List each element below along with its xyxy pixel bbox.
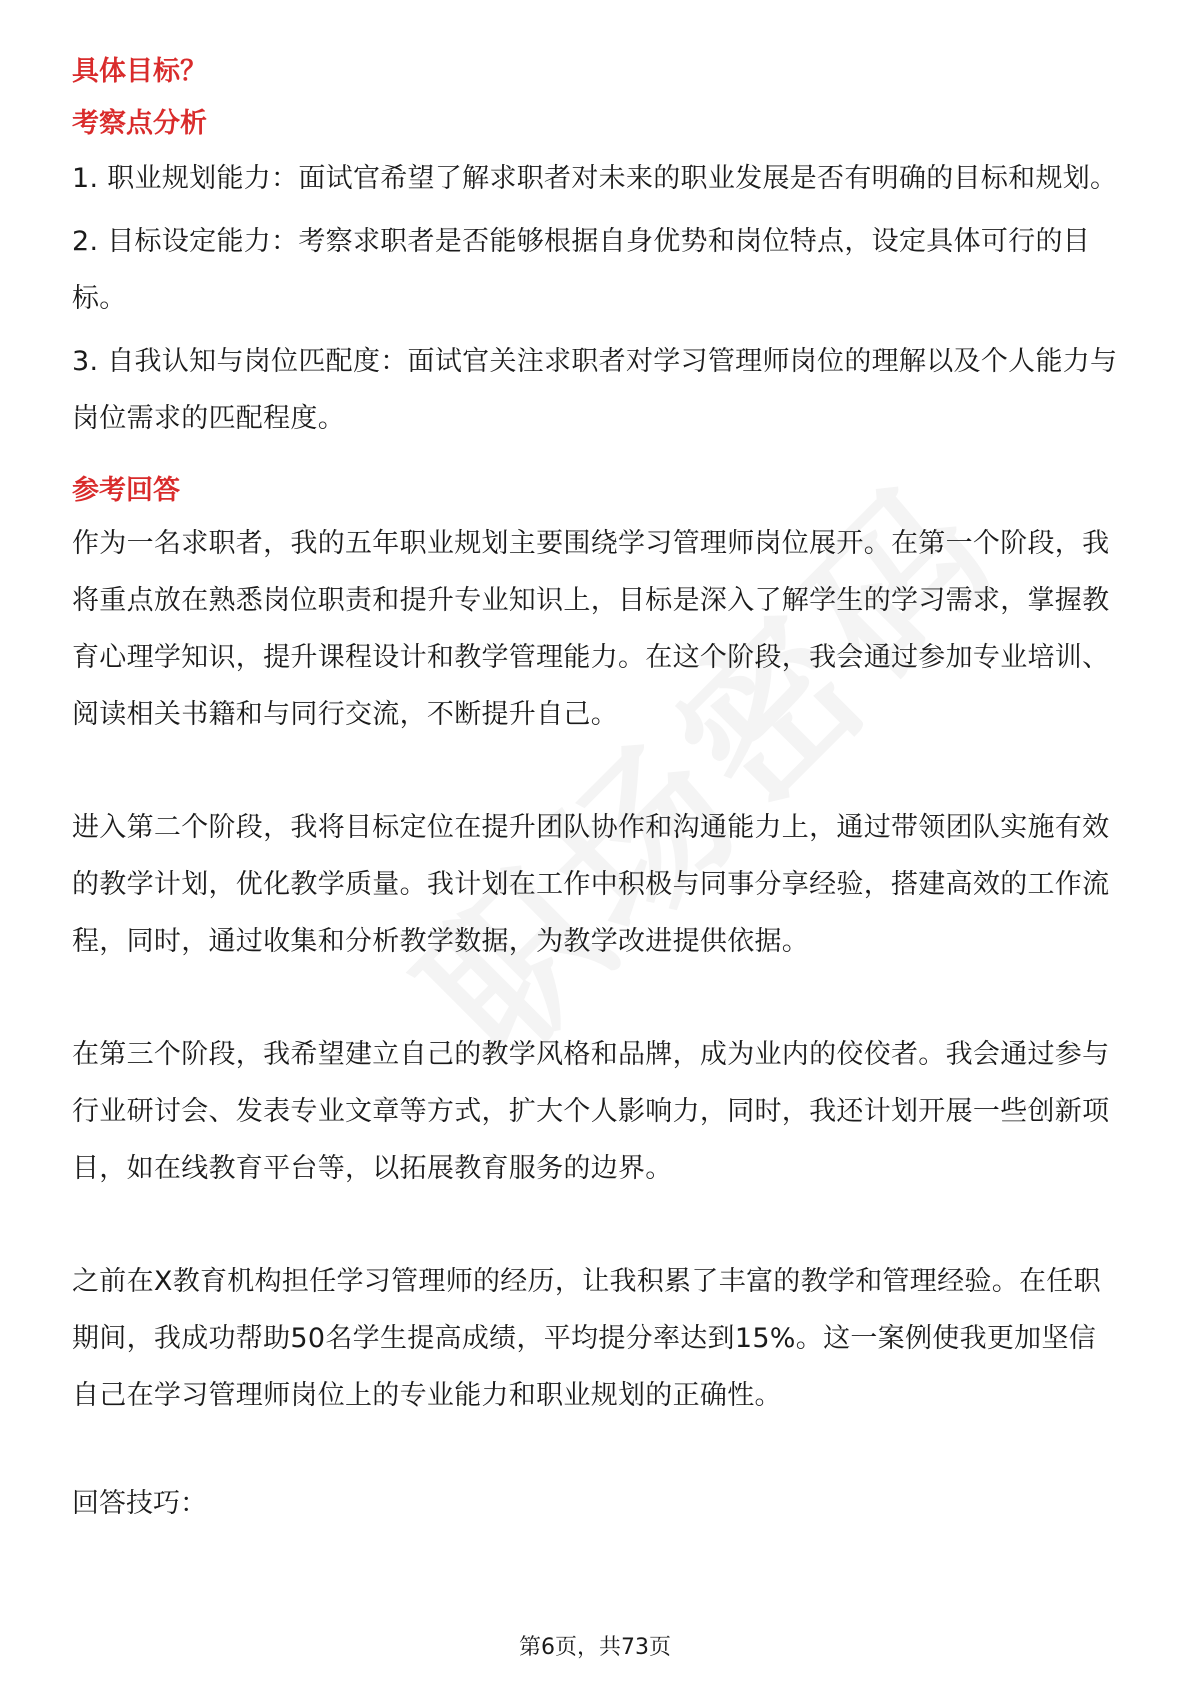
analysis-heading: 考察点分析 xyxy=(72,108,207,139)
answer-paragraph-1: 作为一名求职者，我的五年职业规划主要围绕学习管理师岗位展开。在第一个阶段，我将重点放在熟悉岗位职责和提升专业知识上，目标是深入了解学生的学习需求，掌握教育心理学知识，提升课程设计和教学管理能力。在这个阶段，我会通过参加专业培训、阅读相关书籍和与同行交流，不断提升自己。 xyxy=(72,528,1110,730)
tips-label: 回答技巧： xyxy=(72,1488,207,1519)
analysis-point-2: 2. 目标设定能力：考察求职者是否能够根据自身优势和岗位特点，设定具体可行的目标。 xyxy=(72,226,1091,314)
analysis-point-3: 3. 自我认知与岗位匹配度：面试官关注求职者对学习管理师岗位的理解以及个人能力与岗位需求的匹配程度。 xyxy=(72,346,1118,434)
analysis-point-1: 1. 职业规划能力：面试官希望了解求职者对未来的职业发展是否有明确的目标和规划。 xyxy=(72,163,1118,194)
page-number-footer: 第6页，共73页 xyxy=(519,1635,671,1660)
answer-paragraph-3: 在第三个阶段，我希望建立自己的教学风格和品牌，成为业内的佼佼者。我会通过参与行业研讨会、发表专业文章等方式，扩大个人影响力，同时，我还计划开展一些创新项目，如在线教育平台等，以拓展教育服务的边界。 xyxy=(72,1039,1110,1184)
answer-paragraph-2: 进入第二个阶段，我将目标定位在提升团队协作和沟通能力上，通过带领团队实施有效的教学计划，优化教学质量。我计划在工作中积极与同事分享经验，搭建高效的工作流程，同时，通过收集和分析教学数据，为教学改进提供依据。 xyxy=(72,812,1110,957)
goal-heading: 具体目标？ xyxy=(72,56,207,87)
answer-paragraph-4: 之前在X教育机构担任学习管理师的经历，让我积累了丰富的教学和管理经验。在任职期间，我成功帮助50名学生提高成绩，平均提分率达到15%。这一案例使我更加坚信自己在学习管理师岗位上的专业能力和职业规划的正确性。 xyxy=(72,1266,1101,1411)
document-page xyxy=(72,48,1118,1551)
answer-heading: 参考回答 xyxy=(72,475,180,506)
